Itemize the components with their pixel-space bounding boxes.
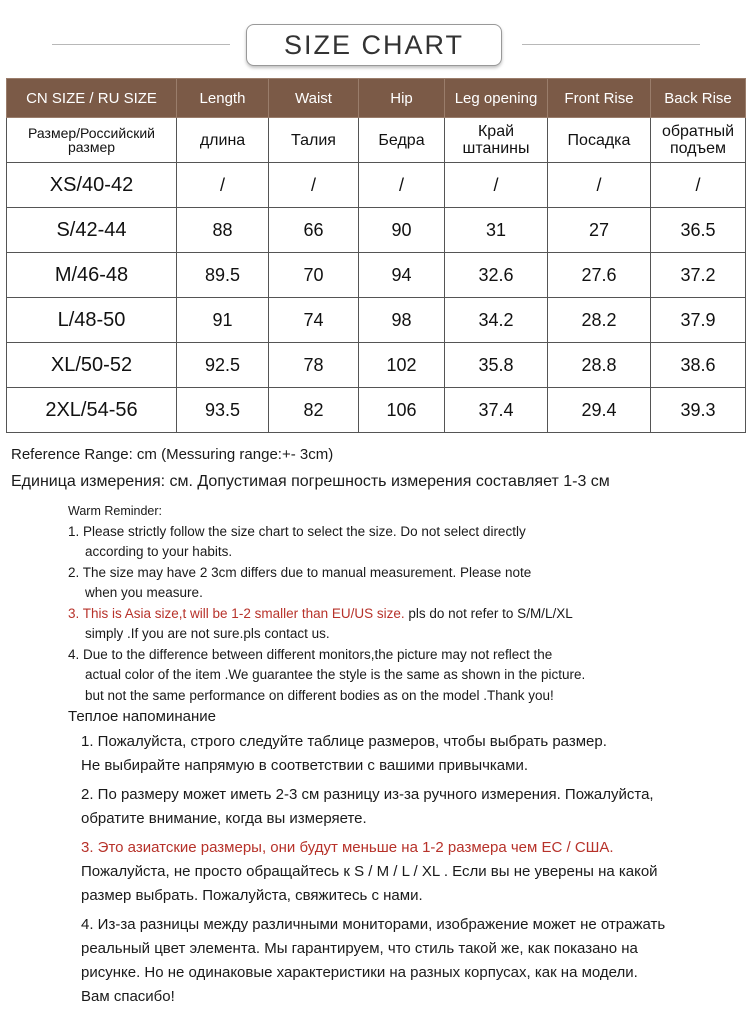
page-title: SIZE CHART — [246, 24, 502, 66]
table-cell: 35.8 — [445, 343, 548, 388]
reminder-text: simply .If you are not sure.pls contact us. — [85, 626, 330, 641]
reminder-text: according to your habits. — [85, 544, 233, 559]
table-row — [7, 298, 746, 343]
russian-header-cell: обратный подъем — [651, 118, 746, 163]
table-cell: / — [651, 163, 746, 208]
reminder-item — [68, 563, 728, 604]
size-cell: XS/40-42 — [7, 163, 177, 208]
reminder-text: 1. Пожалуйста, строго следуйте таблице размеров, чтобы выбрать размер. — [81, 733, 607, 750]
reminder-text: Не выбирайте напрямую в соответствии с вашими привычками. — [81, 757, 529, 774]
table-cell: / — [269, 163, 359, 208]
reference-range: Reference Range: cm (Messuring range:+- 3cm) — [11, 446, 334, 463]
size-cell: S/42-44 — [7, 208, 177, 253]
table-cell: 92.5 — [177, 343, 269, 388]
size-cell: XL/50-52 — [7, 343, 177, 388]
header-cell: Length — [177, 79, 269, 118]
reminder-text: 4. Due to the difference between different monitors,the picture may not reflect the — [68, 646, 553, 662]
table-cell: 66 — [269, 208, 359, 253]
table-cell: 29.4 — [548, 388, 651, 433]
table-row — [7, 163, 746, 208]
warm-reminder-ru — [68, 705, 738, 1014]
header-cell: CN SIZE / RU SIZE — [7, 79, 177, 118]
table-cell: 36.5 — [651, 208, 746, 253]
table-cell: 102 — [359, 343, 445, 388]
table-cell: 91 — [177, 298, 269, 343]
table-cell: 37.4 — [445, 388, 548, 433]
reminder-text: обратите внимание, когда вы измеряете. — [81, 810, 367, 827]
reminder-text: 2. По размеру может иметь 2-3 см разницу из-за ручного измерения. Пожалуйста, — [81, 786, 654, 803]
reminder-text: 1. Please strictly follow the size chart to select the size. Do not select directly — [68, 523, 526, 539]
size-cell: L/48-50 — [7, 298, 177, 343]
reminder-text: when you measure. — [85, 585, 203, 600]
table-cell: / — [548, 163, 651, 208]
table-cell: / — [177, 163, 269, 208]
russian-header-cell: Размер/Российский размер — [7, 118, 177, 163]
table-cell: 32.6 — [445, 253, 548, 298]
reminder-text: реальный цвет элемента. Мы гарантируем, что стиль такой же, как показано на — [81, 940, 638, 957]
reminder-text: размер выбрать. Пожалуйста, свяжитесь с нами. — [81, 887, 423, 904]
table-row — [7, 388, 746, 433]
header-cell: Hip — [359, 79, 445, 118]
table-cell: 70 — [269, 253, 359, 298]
table-cell: 98 — [359, 298, 445, 343]
warm-reminder-heading: Warm Reminder: — [68, 504, 162, 518]
reminder-item — [68, 604, 728, 645]
ru-reminder-item — [68, 836, 738, 908]
ru-reminder-item — [68, 913, 738, 1009]
reminder-text: Пожалуйста, не просто обращайтесь к S / M / L / XL . Если вы не уверены на какой — [81, 863, 658, 880]
reminder-text: 4. Из-за разницы между различными мониторами, изображение может не отражать — [81, 916, 666, 933]
russian-header-cell: Талия — [269, 118, 359, 163]
reminder-item — [68, 645, 728, 707]
russian-header-cell: Край штанины — [445, 118, 548, 163]
title-section — [0, 22, 750, 68]
warm-reminder-en — [68, 501, 728, 706]
russian-header-cell: Бедра — [359, 118, 445, 163]
table-cell: 94 — [359, 253, 445, 298]
russian-header-cell: Посадка — [548, 118, 651, 163]
ru-reminder-heading: Теплое напоминание — [68, 708, 216, 725]
table-row — [7, 343, 746, 388]
table-row — [7, 208, 746, 253]
table-cell: 82 — [269, 388, 359, 433]
reminder-text: рисунке. Но не одинаковые характеристики на разных корпусах, как на модели. — [81, 964, 638, 981]
table-cell: 89.5 — [177, 253, 269, 298]
table-cell: 88 — [177, 208, 269, 253]
reminder-text: but not the same performance on different bodies as on the model .Thank you! — [85, 687, 554, 703]
reminder-text: 2. The size may have 2 3cm differs due to manual measurement. Please note — [68, 564, 532, 580]
table-row — [7, 253, 746, 298]
header-cell: Back Rise — [651, 79, 746, 118]
table-cell: 27.6 — [548, 253, 651, 298]
header-row — [7, 79, 746, 118]
reminder-warning-text: 3. This is Asia size,t will be 1-2 smaller than EU/US size. — [68, 605, 405, 621]
table-cell: 28.8 — [548, 343, 651, 388]
reminder-text: actual color of the item .We guarantee the style is the same as shown in the picture. — [85, 667, 586, 682]
title-divider-left — [52, 44, 230, 45]
header-cell: Waist — [269, 79, 359, 118]
table-cell: 38.6 — [651, 343, 746, 388]
table-cell: 93.5 — [177, 388, 269, 433]
table-cell: 74 — [269, 298, 359, 343]
reminder-text: pls do not refer to S/M/L/XL — [404, 605, 573, 621]
table-cell: 106 — [359, 388, 445, 433]
reminder-item — [68, 522, 728, 563]
table-cell: 39.3 — [651, 388, 746, 433]
table-cell: 37.9 — [651, 298, 746, 343]
russian-header-cell: длина — [177, 118, 269, 163]
table-cell: / — [445, 163, 548, 208]
table-cell: 78 — [269, 343, 359, 388]
size-chart-table — [6, 78, 746, 433]
table-cell: / — [359, 163, 445, 208]
table-cell: 37.2 — [651, 253, 746, 298]
reminder-text: Вам спасибо! — [81, 988, 175, 1005]
russian-header-row — [7, 118, 746, 163]
ru-reminder-item — [68, 783, 738, 831]
reminder-warning-text: 3. Это азиатские размеры, они будут меньше на 1-2 размера чем ЕС / США. — [81, 839, 614, 856]
table-cell: 90 — [359, 208, 445, 253]
table-cell: 34.2 — [445, 298, 548, 343]
header-cell: Front Rise — [548, 79, 651, 118]
size-cell: M/46-48 — [7, 253, 177, 298]
size-cell: 2XL/54-56 — [7, 388, 177, 433]
header-cell: Leg opening — [445, 79, 548, 118]
table-cell: 27 — [548, 208, 651, 253]
ru-reminder-item — [68, 730, 738, 778]
reference-range-ru: Единица измерения: см. Допустимая погрешность измерения составляет 1-3 см — [11, 473, 610, 490]
table-cell: 31 — [445, 208, 548, 253]
table-cell: 28.2 — [548, 298, 651, 343]
title-divider-right — [522, 44, 700, 45]
